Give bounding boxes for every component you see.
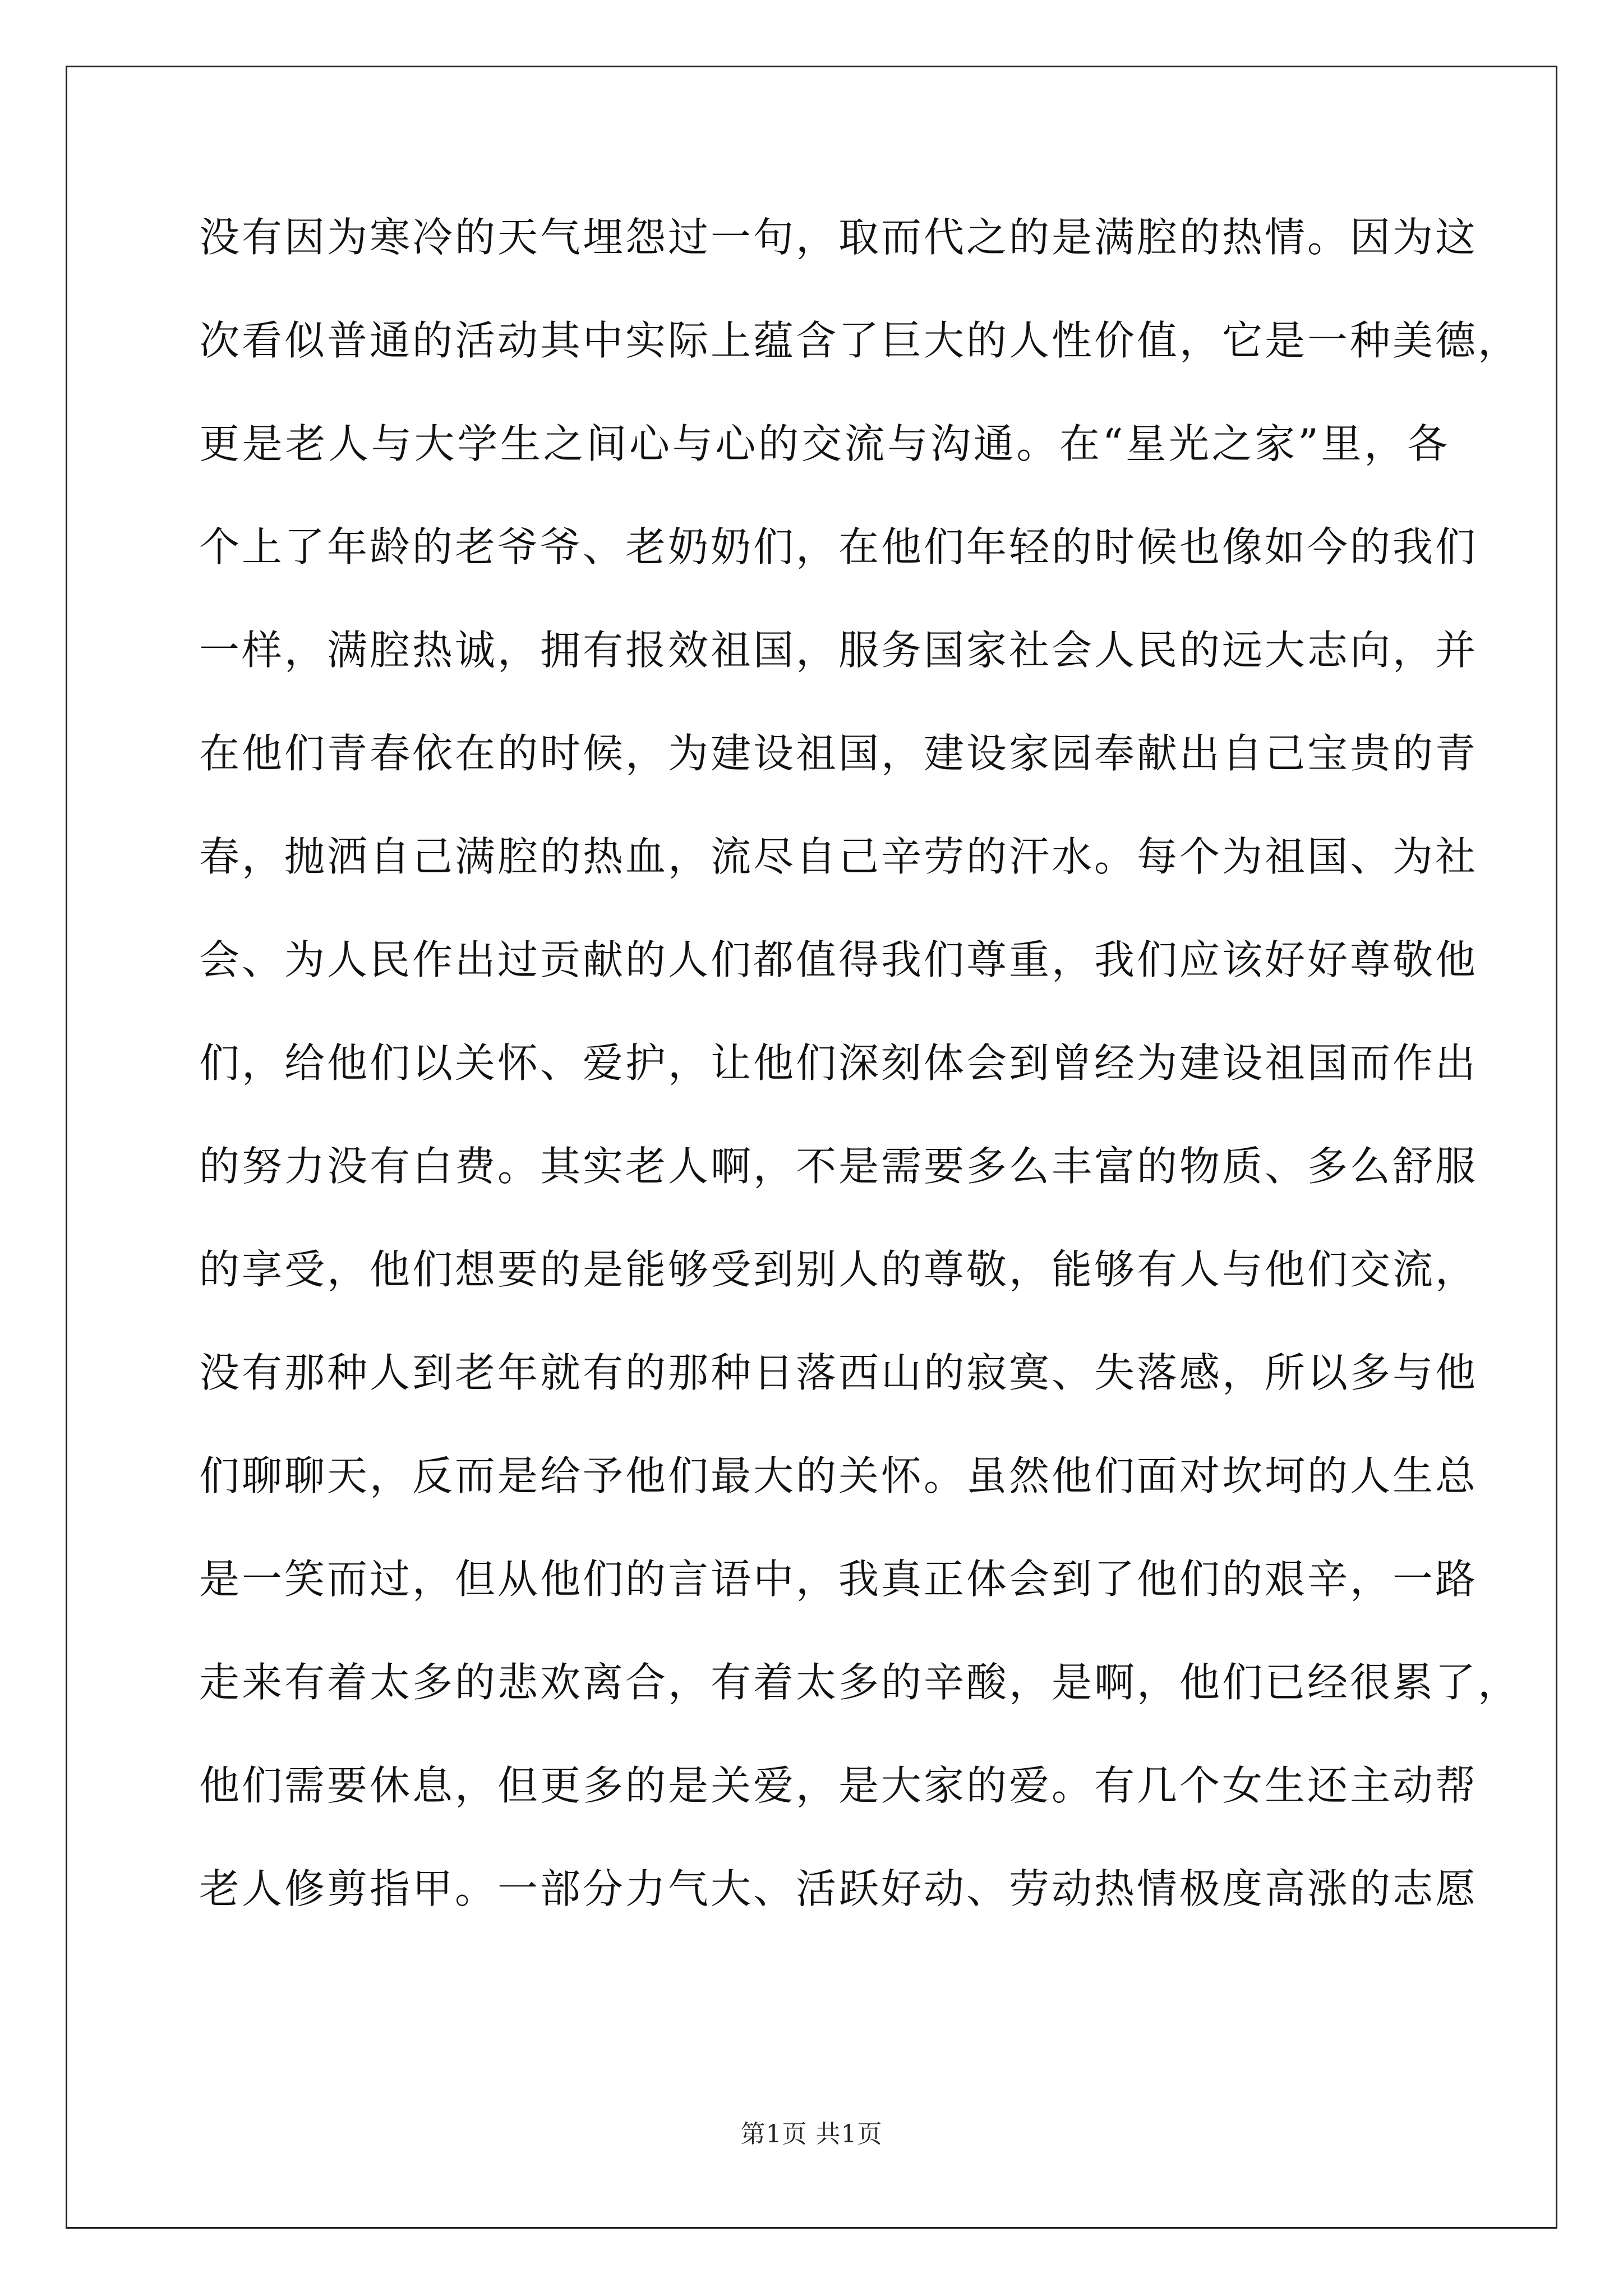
text-line: 次看似普通的活动其中实际上蕴含了巨大的人性价值，它是一种美德， — [199, 317, 1521, 364]
text-line: 们，给他们以关怀、爱护，让他们深刻体会到曾经为建设祖国而作出 — [199, 1039, 1478, 1087]
text-line: 在他们青春依在的时候，为建设祖国，建设家园奉献出自己宝贵的青 — [199, 730, 1478, 777]
text-line: 走来有着太多的悲欢离合，有着太多的辛酸，是啊，他们已经很累了， — [199, 1659, 1521, 1706]
text-line: 没有因为寒冷的天气埋怨过一句，取而代之的是满腔的热情。因为这 — [199, 214, 1478, 261]
text-line: 们聊聊天，反而是给予他们最大的关怀。虽然他们面对坎坷的人生总 — [199, 1452, 1478, 1499]
text-line: 他们需要休息，但更多的是关爱，是大家的爱。有几个女生还主动帮 — [199, 1762, 1478, 1809]
text-line: 春，抛洒自己满腔的热血，流尽自己辛劳的汗水。每个为祖国、为社 — [199, 833, 1478, 880]
text-line: 老人修剪指甲。一部分力气大、活跃好动、劳动热情极度高涨的志愿 — [199, 1865, 1478, 1912]
text-line: 个上了年龄的老爷爷、老奶奶们，在他们年轻的时候也像如今的我们 — [199, 523, 1478, 570]
text-line: 会、为人民作出过贡献的人们都值得我们尊重，我们应该好好尊敬他 — [199, 936, 1478, 983]
document-body — [199, 212, 1521, 1967]
text-line: 没有那种人到老年就有的那种日落西山的寂寞、失落感，所以多与他 — [199, 1349, 1478, 1396]
text-line: 的努力没有白费。其实老人啊，不是需要多么丰富的物质、多么舒服 — [199, 1143, 1478, 1190]
text-line: 一样，满腔热诚，拥有报效祖国，服务国家社会人民的远大志向，并 — [199, 627, 1478, 674]
page-number: 第1页 共1页 — [740, 2120, 883, 2148]
text-line: 是一笑而过，但从他们的言语中，我真正体会到了他们的艰辛，一路 — [199, 1556, 1478, 1603]
text-line: 的享受，他们想要的是能够受到别人的尊敬，能够有人与他们交流， — [199, 1246, 1478, 1293]
text-line: 更是老人与大学生之间心与心的交流与沟通。在“星光之家”里，各 — [199, 420, 1450, 467]
